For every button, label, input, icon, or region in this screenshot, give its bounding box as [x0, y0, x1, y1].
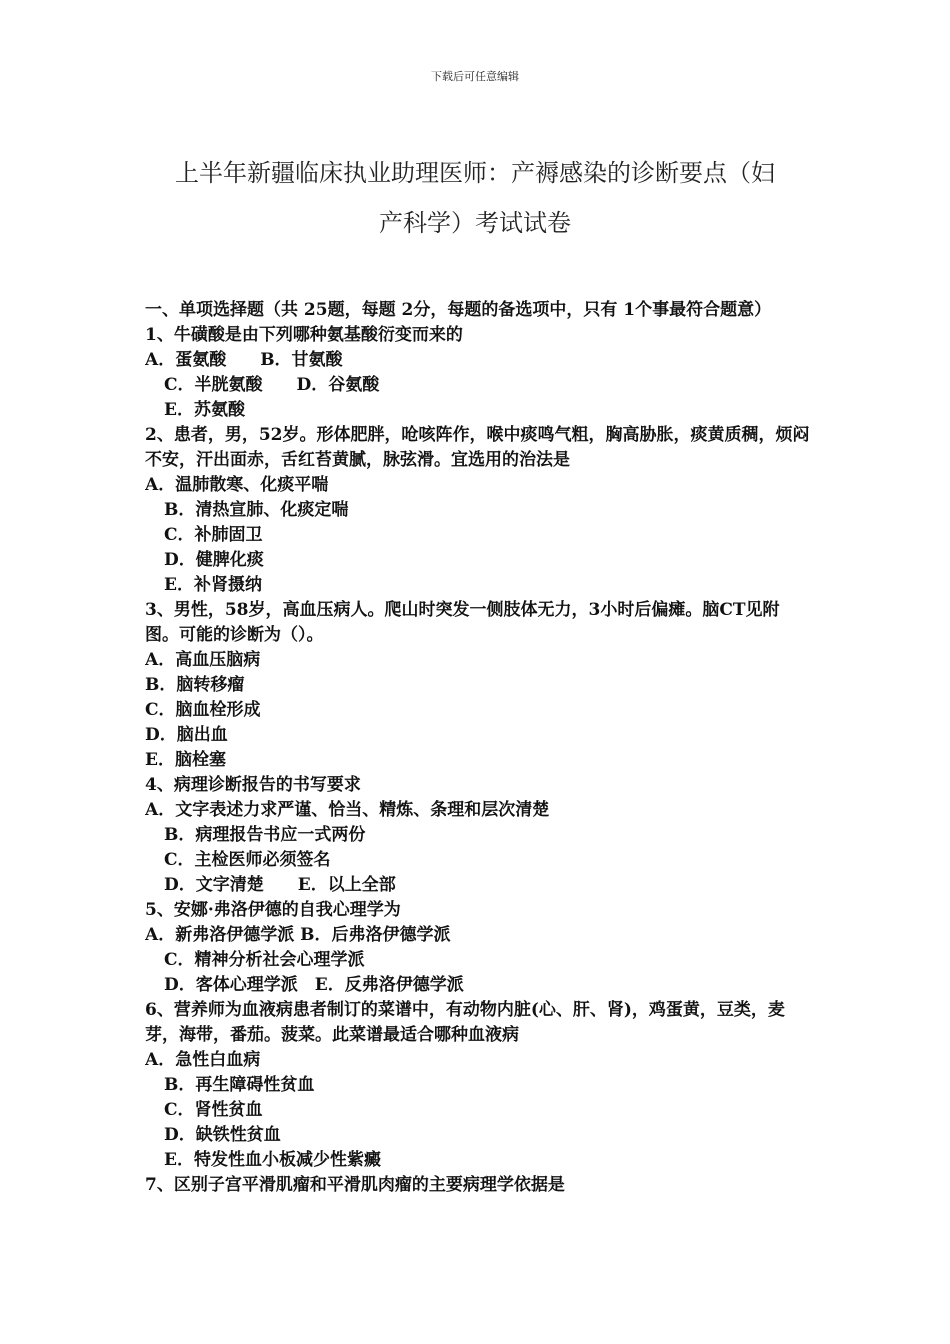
option-line: E．特发性血小板减少性紫癜 — [164, 1150, 381, 1170]
question-3 — [145, 598, 810, 773]
question-stem: 4、病理诊断报告的书写要求 — [145, 775, 361, 795]
question-stem: 7、区别子宫平滑肌瘤和平滑肌肉瘤的主要病理学依据是 — [145, 1175, 565, 1195]
option-line: D．客体心理学派 E．反弗洛伊德学派 — [164, 975, 464, 995]
option-line: E．苏氨酸 — [164, 400, 245, 420]
option-line: C．主检医师必须签名 — [164, 850, 331, 870]
title-line-2: 产科学）考试试卷 — [379, 209, 571, 237]
option-line: A．急性白血病 — [145, 1050, 261, 1070]
title-line-1: 上半年新疆临床执业助理医师：产褥感染的诊断要点（妇 — [175, 159, 775, 187]
option-line: C．精神分析社会心理学派 — [164, 950, 365, 970]
question-stem: 6、营养师为血液病患者制订的菜谱中，有动物内脏(心、肝、肾)，鸡蛋黄，豆类，麦芽，海带，番茄。菠菜。此菜谱最适合哪种血液病 — [145, 1000, 785, 1045]
option-line: A．蛋氨酸 B．甘氨酸 — [145, 350, 343, 370]
option-line: A．温肺散寒、化痰平喘 — [145, 475, 329, 495]
section-heading: 一、单项选择题（共 25题，每题 2分，每题的备选项中，只有 1个事最符合题意） — [145, 300, 772, 320]
option-line: C．脑血栓形成 — [145, 700, 261, 720]
question-stem: 3、男性，58岁，高血压病人。爬山时突发一侧肢体无力，3小时后偏瘫。脑CT见附图。可能的诊断为（）。 — [145, 600, 780, 645]
question-1 — [145, 323, 810, 423]
question-2 — [145, 423, 810, 598]
question-4 — [145, 773, 810, 898]
option-line: E．补肾摄纳 — [164, 575, 262, 595]
question-stem: 1、牛磺酸是由下列哪种氨基酸衍变而来的 — [145, 325, 463, 345]
option-line: D．脑出血 — [145, 725, 228, 745]
option-line: B．清热宣肺、化痰定喘 — [164, 500, 349, 520]
question-6 — [145, 998, 810, 1173]
option-line: B．病理报告书应一式两份 — [164, 825, 366, 845]
option-line: A．新弗洛伊德学派 B．后弗洛伊德学派 — [145, 925, 451, 945]
option-line: A．高血压脑病 — [145, 650, 261, 670]
question-7 — [145, 1173, 810, 1198]
option-line: D．健脾化痰 — [164, 550, 264, 570]
option-line: C．补肺固卫 — [164, 525, 263, 545]
question-5 — [145, 898, 810, 998]
question-stem: 5、安娜·弗洛伊德的自我心理学为 — [145, 900, 401, 920]
option-line: D．缺铁性贫血 — [164, 1125, 281, 1145]
option-line: D．文字清楚 E．以上全部 — [164, 875, 396, 895]
option-line: E．脑栓塞 — [145, 750, 226, 770]
header-note: 下载后可任意编辑 — [431, 70, 519, 83]
question-stem: 2、患者，男，52岁。形体肥胖，呛咳阵作，喉中痰鸣气粗，胸高胁胀，痰黄质稠，烦闷不安，汗出面赤，舌红苔黄腻，脉弦滑。宜选用的治法是 — [145, 425, 810, 470]
option-line: A．文字表述力求严谨、恰当、精炼、条理和层次清楚 — [145, 800, 550, 820]
option-line: C．肾性贫血 — [164, 1100, 263, 1120]
document-body — [145, 298, 810, 1198]
option-line: B．脑转移瘤 — [145, 675, 245, 695]
option-line: C．半胱氨酸 D．谷氨酸 — [164, 375, 380, 395]
document-title — [150, 148, 800, 248]
option-line: B．再生障碍性贫血 — [164, 1075, 315, 1095]
